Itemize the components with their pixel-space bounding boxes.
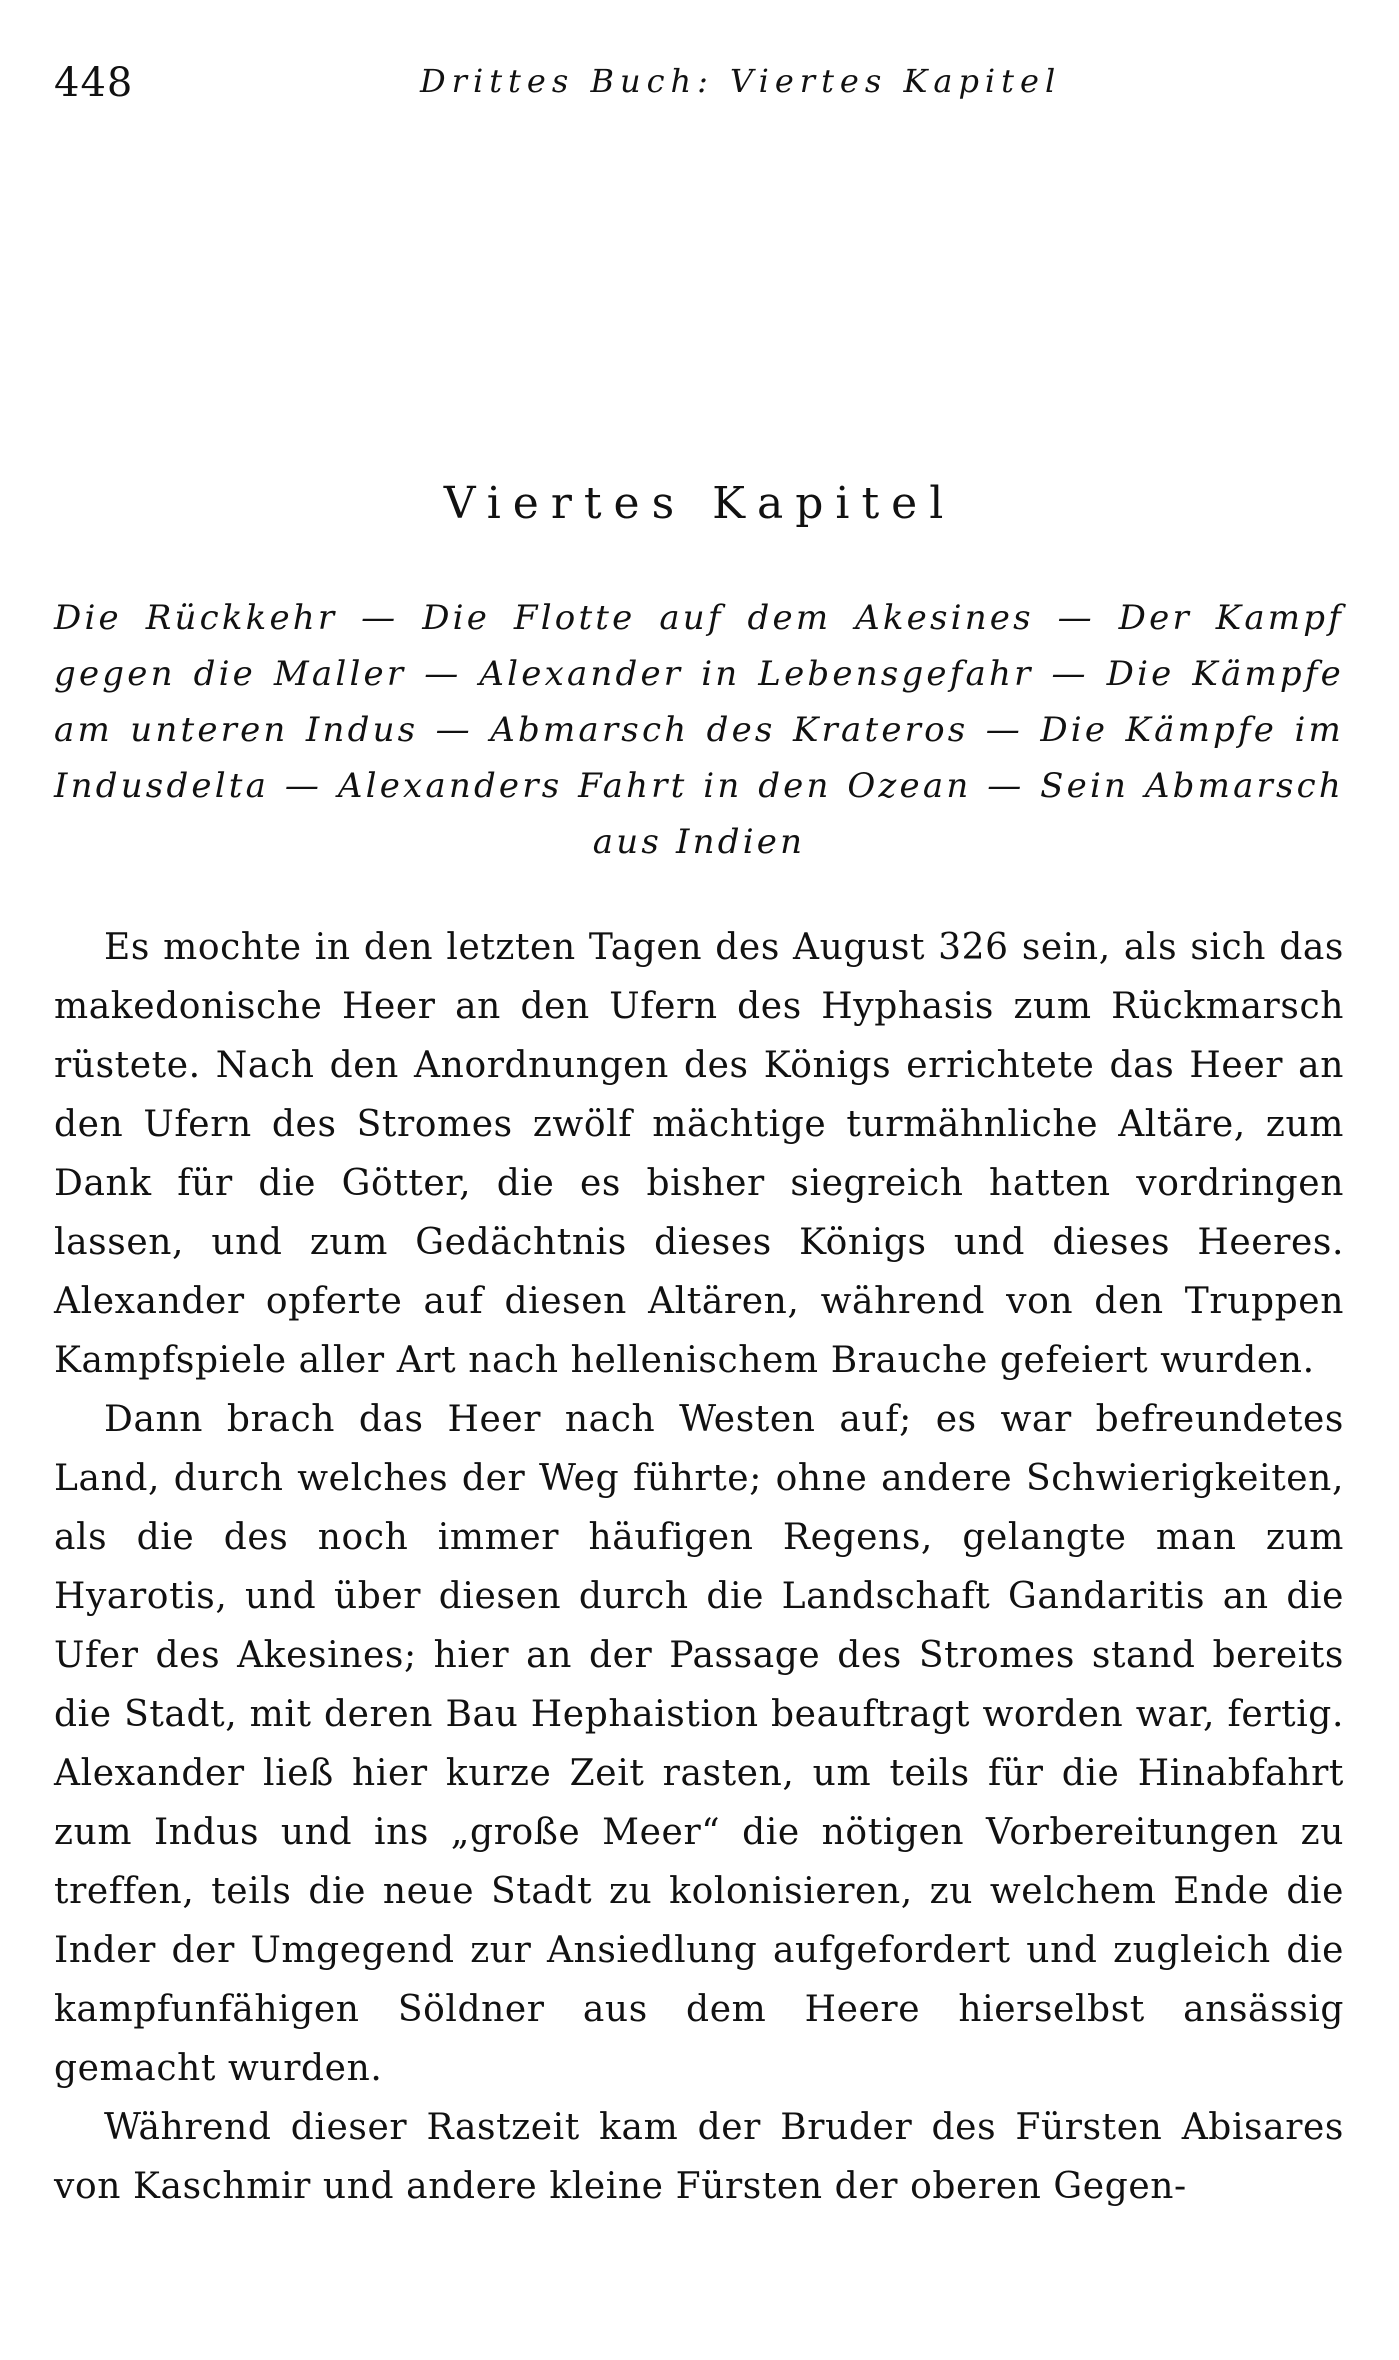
paragraph: Während dieser Rastzeit kam der Bruder des Fürsten Abisares von Kaschmir und andere kleine Fürsten der oberen Gegen- (54, 2107, 1344, 2207)
chapter-summary: Die Rückkehr — Die Flotte auf dem Akesines — Der Kampf gegen die Maller — Alexander in Lebensgefahr — Die Kämpfe am unteren Indus — Abmarsch des Krateros — Die Kämpfe im Indusdelta — Alexanders Fahrt in den Ozean — Sein Abmarsch aus Indien (54, 598, 1344, 862)
body-text (54, 918, 1344, 2216)
chapter-title: Viertes Kapitel (443, 478, 956, 529)
paragraph: Es mochte in den letzten Tagen des August 326 sein, als sich das makedonische Heer an den Ufern des Hyphasis zum Rückmarsch rüstete. Nach den Anordnungen des Königs errichtete das Heer an den Ufern des Stromes zwölf mächtige turmähnliche Altäre, zum Dank für die Götter, die es bisher siegreich hatten vordringen lassen, und zum Gedächtnis dieses Königs und dieses Heeres. Alexander opferte auf diesen Altären, während von den Truppen Kampfspiele aller Art nach hellenischem Brauche gefeiert wurden. (54, 927, 1344, 1381)
paragraph: Dann brach das Heer nach Westen auf; es war befreundetes Land, durch welches der Weg führte; ohne andere Schwierigkeiten, als die des noch immer häufigen Regens, gelangte man zum Hyarotis, und über diesen durch die Landschaft Gandaritis an die Ufer des Akesines; hier an der Passage des Stromes stand bereits die Stadt, mit deren Bau Hephaistion beauftragt worden war, fertig. Alexander ließ hier kurze Zeit rasten, um teils für die Hinabfahrt zum Indus und ins „große Meer“ die nötigen Vorbereitungen zu treffen, teils die neue Stadt zu kolonisieren, zu welchem Ende die Inder der Umgegend zur Ansiedlung aufgefordert und zugleich die kampfunfähigen Söldner aus dem Heere hierselbst ansässig gemacht wurden. (54, 1399, 1344, 2089)
running-head: Drittes Buch: Viertes Kapitel (420, 62, 1062, 100)
page-number: 448 (54, 60, 134, 106)
